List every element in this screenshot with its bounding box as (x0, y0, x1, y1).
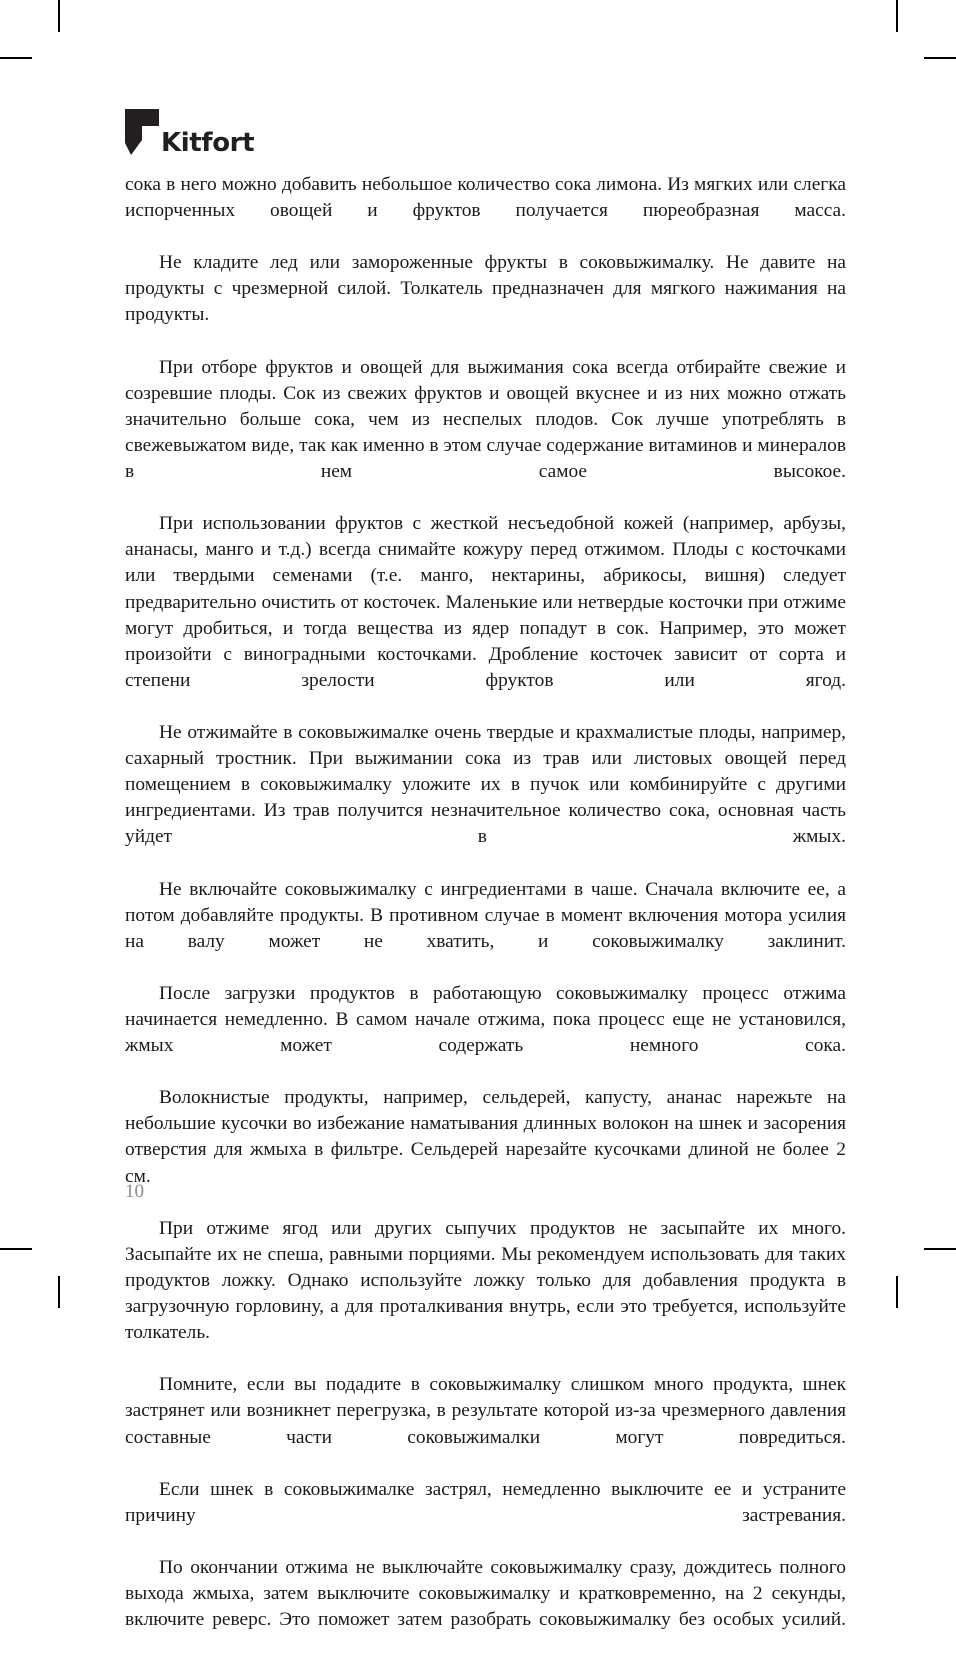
crop-mark-icon (58, 1276, 60, 1308)
crop-mark-icon (0, 57, 32, 59)
paragraph: При отжиме ягод или других сыпучих продуктов не засыпайте их много. Засыпайте их не спеша, равными порциями. Мы рекомендуем использовать для таких продуктов ложку. Однако используйте ложку только для добавления продукта в загрузочную горловину, а для проталкивания внутрь, если это требуется, используйте толкатель. (125, 1217, 846, 1344)
paragraph: Не включайте соковыжималку с ингредиентами в чаше. Сначала включите ее, а потом добавляйте продукты. В противном случае в момент включения мотора усилия на валу может не хватить, и соковыжималку заклинит. (125, 878, 846, 952)
brand-logo (125, 107, 254, 159)
crop-mark-icon (0, 1248, 32, 1250)
paragraph: По окончании отжима не выключайте соковыжималку сразу, дождитесь полного выхода жмыха, затем выключите соковыжималку и кратковременно, на 2 секунды, включите реверс. Это поможет затем разобрать соковыжималку без особых усилий. (125, 1556, 846, 1631)
paragraph: Если шнек в соковыжималке застрял, немедленно выключите ее и устраните причину застревания. (125, 1478, 846, 1526)
paragraph: После загрузки продуктов в работающую соковыжималку процесс отжима начинается немедленно. В самом начале отжима, пока процесс еще не установился, жмых может содержать немного сока. (125, 982, 846, 1057)
kitfort-pennant-icon (125, 109, 159, 159)
crop-mark-icon (58, 0, 60, 32)
crop-mark-icon (896, 1276, 898, 1308)
paragraph: Помните, если вы подадите в соковыжималку слишком много продукта, шнек застрянет или возникнет перегрузка, в результате которой из-за чрезмерного давления составные части соковыжималки могут повредиться. (125, 1374, 846, 1448)
body-text-column (125, 172, 846, 1659)
paragraph: Не отжимайте в соковыжималке очень твердые и крахмалистые плоды, например, сахарный тростник. При выжимании сока из трав или листовых овощей перед помещением в соковыжималку уложите их в пучок или комбинируйте с другими ингредиентами. Из трав получится незначительное количество сока, основная часть уйдет в жмых. (125, 721, 846, 848)
paragraph: Волокнистые продукты, например, сельдерей, капусту, ананас нарежьте на небольшие кусочки во избежание наматывания длинных волокон на шнек и засорения отверстия для жмыха в фильтре. Сельдерей нарезайте кусочками длиной не более 2 см. (125, 1087, 846, 1187)
page-number: 10 (125, 1181, 144, 1202)
crop-mark-icon (924, 1248, 956, 1250)
paragraph: сока в него можно добавить небольшое количество сока лимона. Из мягких или слегка испорченных овощей и фруктов получается пюреобразная масса. (125, 174, 846, 222)
crop-mark-icon (896, 0, 898, 32)
crop-mark-icon (924, 57, 956, 59)
paragraph: При использовании фруктов с жесткой несъедобной кожей (например, арбузы, ананасы, манго и т.д.) всегда снимайте кожуру перед отжимом. Плоды с косточками или твердыми семенами (т.е. манго, нектарины, абрикосы, вишня) следует предварительно очистить от косточек. Маленькие или нетвердые косточки при отжиме могут дробиться, и тогда вещества из ядер попадут в сок. Например, это может произойти с виноградными косточками. Дробление косточек зависит от сорта и степени зрелости фруктов или ягод. (125, 513, 846, 691)
brand-name: Kitfort (161, 128, 255, 158)
paragraph: При отборе фруктов и овощей для выжимания сока всегда отбирайте свежие и созревшие плоды. Сок из свежих фруктов и овощей вкуснее и из них можно отжать значительно больше сока, чем из неспелых плодов. Сок лучше употреблять в свежевыжатом виде, так как именно в этом случае содержание витаминов и минералов в нем самое высокое. (125, 356, 846, 483)
paragraph: Не кладите лед или замороженные фрукты в соковыжималку. Не давите на продукты с чрезмерной силой. Толкатель предназначен для мягкого нажимания на продукты. (125, 252, 846, 326)
